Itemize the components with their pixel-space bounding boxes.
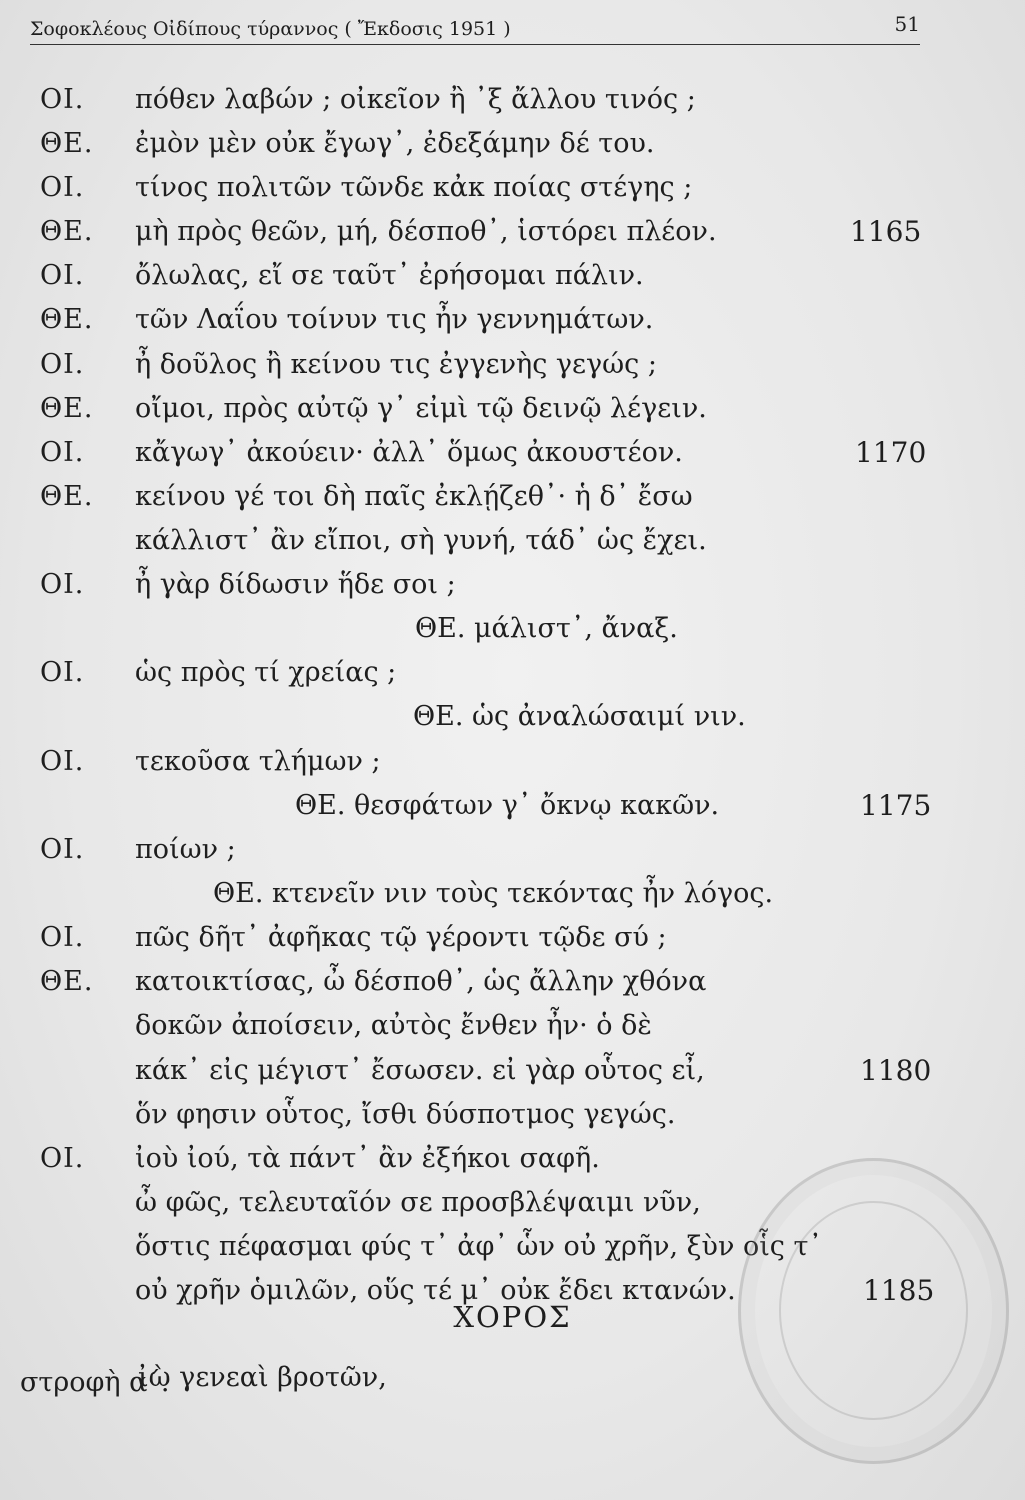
verse-text: οὐ χρῆν ὁμιλῶν, οὕς τέ μ᾿ οὐκ ἔδει κτανών. <box>135 1275 736 1306</box>
dialogue-line <box>0 916 1025 960</box>
verse-text: ὅστις πέφασμαι φύς τ᾿ ἀφ᾿ ὧν οὐ χρῆν, ξὺν οἷς τ᾿ <box>135 1231 822 1262</box>
verse-text: πόθεν λαβών ; οἰκεῖον ἢ ᾿ξ ἄλλου τινός ; <box>135 84 696 115</box>
dialogue-line <box>0 872 1025 916</box>
dialogue-line <box>0 519 1025 563</box>
speaker-label: ΟΙ. <box>40 834 85 865</box>
speaker-label: ΘΕ. <box>40 304 94 335</box>
line-number: 1185 <box>863 1274 935 1307</box>
verse-text: ΘΕ. θεσφάτων γ᾿ ὄκνῳ κακῶν. <box>295 790 720 821</box>
library-stamp-inner-ring <box>779 1201 968 1420</box>
verse-text: ὡς πρὸς τί χρείας ; <box>135 657 397 688</box>
speaker-label: ΟΙ. <box>40 260 85 291</box>
verse-text: πῶς δῆτ᾿ ἀφῆκας τῷ γέροντι τῷδε σύ ; <box>135 922 667 953</box>
speaker-label: ΘΕ. <box>40 966 94 997</box>
dialogue-line <box>0 78 1025 122</box>
dialogue-line <box>0 475 1025 519</box>
speaker-label: ΟΙ. <box>40 437 85 468</box>
page-number: 51 <box>894 12 920 36</box>
verse-text: μὴ πρὸς θεῶν, μή, δέσποθ᾿, ἱστόρει πλέον. <box>135 216 717 247</box>
strophe-label: στροφὴ α΄. <box>20 1367 170 1398</box>
dialogue-line <box>0 298 1025 342</box>
dialogue-line <box>0 607 1025 651</box>
dialogue-line <box>0 166 1025 210</box>
dialogue-line <box>0 784 1025 828</box>
verse-text: ὄλωλας, εἴ σε ταῦτ᾿ ἐρήσομαι πάλιν. <box>135 260 644 291</box>
dialogue-line <box>0 431 1025 475</box>
dialogue-line <box>0 740 1025 784</box>
dialogue-line <box>0 828 1025 872</box>
chorus-heading: ΧΟΡΟΣ <box>453 1300 572 1334</box>
line-number: 1180 <box>860 1054 932 1087</box>
running-header <box>30 8 920 45</box>
chorus-first-line: ἰὼ γενεαὶ βροτῶν, <box>138 1362 387 1393</box>
verse-text: κατοικτίσας, ὦ δέσποθ᾿, ὡς ἄλλην χθόνα <box>135 966 707 997</box>
dialogue-line <box>0 1093 1025 1137</box>
speaker-label: ΘΕ. <box>40 481 94 512</box>
dialogue-line <box>0 1004 1025 1048</box>
verse-text: κἄγωγ᾿ ἀκούειν· ἀλλ᾿ ὅμως ἀκουστέον. <box>135 437 683 468</box>
verse-text: ΘΕ. μάλιστ᾿, ἄναξ. <box>415 613 678 644</box>
speaker-label: ΟΙ. <box>40 349 85 380</box>
dialogue-line <box>0 1049 1025 1093</box>
speaker-label: ΘΕ. <box>40 128 94 159</box>
dialogue-line <box>0 122 1025 166</box>
speaker-label: ΟΙ. <box>40 84 85 115</box>
line-number: 1170 <box>855 436 927 469</box>
speaker-label: ΘΕ. <box>40 216 94 247</box>
dialogue-line <box>0 651 1025 695</box>
speaker-label: ΟΙ. <box>40 746 85 777</box>
speaker-label: ΟΙ. <box>40 569 85 600</box>
verse-text: δοκῶν ἀποίσειν, αὐτὸς ἔνθεν ἦν· ὁ δὲ <box>135 1010 652 1041</box>
header-title: Σοφοκλέους Οἰδίπους τύραννος ( Ἔκδοσις 1951 ) <box>30 18 511 40</box>
speaker-label: ΟΙ. <box>40 172 85 203</box>
speaker-label: ΟΙ. <box>40 657 85 688</box>
verse-text: ΘΕ. κτενεῖν νιν τοὺς τεκόντας ἦν λόγος. <box>213 878 774 909</box>
library-stamp <box>738 1158 1009 1464</box>
speaker-label: ΟΙ. <box>40 922 85 953</box>
verse-text: τίνος πολιτῶν τῶνδε κἀκ ποίας στέγης ; <box>135 172 693 203</box>
speaker-label: ΟΙ. <box>40 1143 85 1174</box>
verse-text: ποίων ; <box>135 834 236 865</box>
verse-text: τῶν Λαΐου τοίνυν τις ἦν γεννημάτων. <box>135 304 654 335</box>
verse-text: ἰοὺ ἰού, τὰ πάντ᾿ ἂν ἐξήκοι σαφῆ. <box>135 1143 600 1174</box>
dialogue-line <box>0 387 1025 431</box>
line-number: 1175 <box>860 789 932 822</box>
verse-text: ἐμὸν μὲν οὐκ ἔγωγ᾿, ἐδεξάμην δέ του. <box>135 128 655 159</box>
verse-text: κείνου γέ τοι δὴ παῖς ἐκλῄζεθ᾿· ἡ δ᾿ ἔσω <box>135 481 693 512</box>
dialogue-line <box>0 563 1025 607</box>
verse-text: ἦ δοῦλος ἢ κείνου τις ἐγγενὴς γεγώς ; <box>135 349 657 380</box>
verse-text: ὦ φῶς, τελευταῖόν σε προσβλέψαιμι νῦν, <box>135 1187 701 1218</box>
verse-text: ΘΕ. ὡς ἀναλώσαιμί νιν. <box>413 701 746 732</box>
line-number: 1165 <box>850 215 922 248</box>
verse-text: κάλλιστ᾿ ἂν εἴποι, σὴ γυνή, τάδ᾿ ὡς ἔχει. <box>135 525 707 556</box>
dialogue-line <box>0 210 1025 254</box>
dialogue-line <box>0 960 1025 1004</box>
verse-text: ἦ γὰρ δίδωσιν ἥδε σοι ; <box>135 569 456 600</box>
verse-text: κάκ᾿ εἰς μέγιστ᾿ ἔσωσεν. εἰ γὰρ οὗτος εἶ, <box>135 1055 705 1086</box>
dialogue-line <box>0 343 1025 387</box>
dialogue-line <box>0 695 1025 739</box>
verse-text: οἴμοι, πρὸς αὐτῷ γ᾿ εἰμὶ τῷ δεινῷ λέγειν. <box>135 393 707 424</box>
speaker-label: ΘΕ. <box>40 393 94 424</box>
dialogue-line <box>0 254 1025 298</box>
verse-text: ὅν φησιν οὗτος, ἴσθι δύσποτμος γεγώς. <box>135 1099 676 1130</box>
verse-text: τεκοῦσα τλήμων ; <box>135 746 381 777</box>
